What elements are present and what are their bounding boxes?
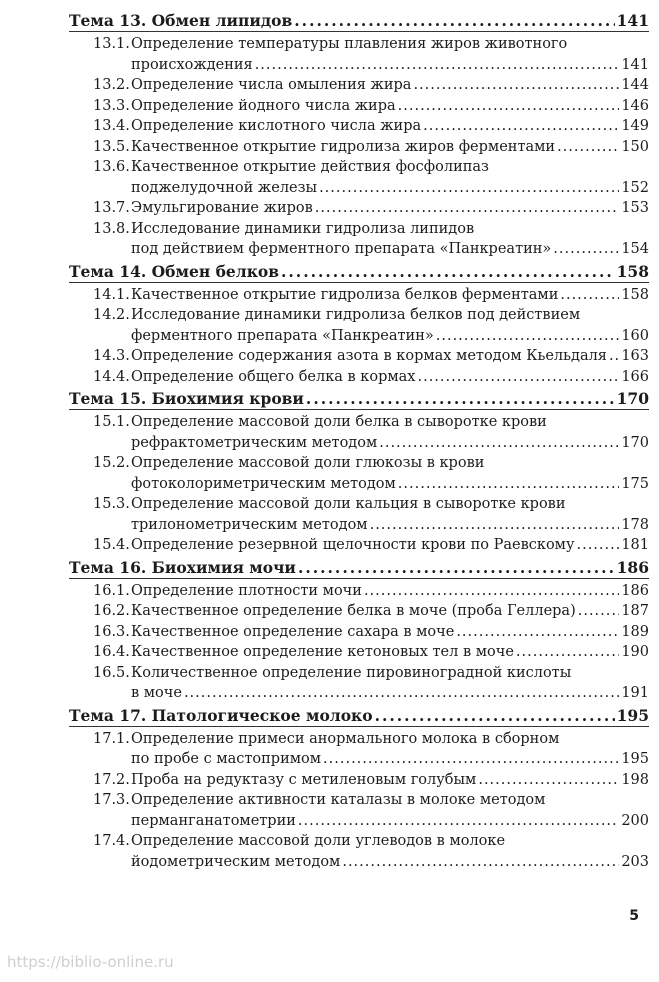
item-title-text: Эмульгирование жиров bbox=[131, 200, 313, 216]
toc-item[interactable] bbox=[93, 75, 649, 96]
toc-item[interactable] bbox=[93, 346, 649, 367]
toc-item[interactable] bbox=[93, 535, 649, 556]
item-number: 14.1. bbox=[93, 286, 130, 303]
leader-dots bbox=[398, 474, 620, 495]
item-page: 154 bbox=[621, 241, 649, 257]
item-title-text: по пробе с мастопримом bbox=[131, 751, 322, 767]
item-title-text: в моче bbox=[131, 685, 182, 701]
item-page: 146 bbox=[621, 97, 649, 114]
topic-page: 141 bbox=[616, 11, 649, 30]
topic-items bbox=[69, 579, 649, 705]
item-last-line bbox=[131, 811, 649, 832]
item-number: 13.5. bbox=[93, 138, 130, 155]
item-number: 16.5. bbox=[93, 664, 130, 681]
item-title-line: Определение массовой доли кальция в сыворотке крови bbox=[131, 496, 566, 512]
item-number: 13.8. bbox=[93, 220, 130, 237]
item-title-text: Определение плотности мочи bbox=[131, 582, 362, 599]
item-page: 144 bbox=[621, 77, 649, 93]
item-number: 14.3. bbox=[93, 348, 130, 364]
leader-dots bbox=[379, 433, 619, 454]
item-body bbox=[131, 453, 649, 494]
topic-heading[interactable] bbox=[69, 261, 649, 282]
leader-dots bbox=[557, 137, 619, 158]
item-page: 181 bbox=[621, 537, 649, 553]
topic-title: Тема 14. Обмен белков bbox=[69, 261, 279, 281]
item-page: 152 bbox=[621, 179, 649, 196]
item-number: 16.3. bbox=[93, 623, 130, 640]
topic-page: 170 bbox=[616, 389, 649, 408]
item-page: 195 bbox=[621, 751, 649, 767]
item-last-line bbox=[131, 367, 649, 388]
leader-dots bbox=[423, 116, 619, 137]
toc-item[interactable] bbox=[93, 412, 649, 453]
item-title-text: Качественное определение белка в моче (проба Геллера) bbox=[131, 603, 576, 619]
leader-dots bbox=[298, 811, 619, 832]
item-last-line bbox=[131, 474, 649, 495]
toc-item[interactable] bbox=[93, 642, 649, 663]
topic-heading[interactable] bbox=[69, 388, 649, 409]
item-page: 203 bbox=[621, 853, 649, 870]
item-page: 191 bbox=[621, 685, 649, 701]
item-body bbox=[131, 157, 649, 198]
item-last-line bbox=[131, 770, 649, 791]
item-title-text: Качественное открытие гидролиза белков ферментами bbox=[131, 286, 559, 303]
leader-dots bbox=[478, 770, 619, 791]
item-page: 186 bbox=[621, 582, 649, 599]
topic-title: Тема 15. Биохимия крови bbox=[69, 389, 304, 408]
item-last-line bbox=[131, 96, 649, 117]
watermark-url: https://biblio-online.ru bbox=[7, 953, 174, 971]
leader-dots bbox=[306, 388, 615, 409]
item-title-text: перманганатометрии bbox=[131, 812, 296, 829]
toc-item[interactable] bbox=[93, 198, 649, 219]
toc-item[interactable] bbox=[93, 601, 649, 622]
item-number: 17.4. bbox=[93, 833, 130, 849]
item-page: 175 bbox=[621, 475, 649, 492]
toc-item[interactable] bbox=[93, 137, 649, 158]
item-page: 149 bbox=[621, 118, 649, 134]
leader-dots bbox=[375, 705, 615, 726]
item-title-text: Качественное открытие гидролиза жиров ферментами bbox=[131, 138, 556, 155]
item-body bbox=[131, 367, 649, 388]
item-last-line bbox=[131, 239, 649, 260]
item-last-line bbox=[131, 346, 649, 367]
item-last-line bbox=[131, 852, 649, 873]
toc-topic bbox=[69, 705, 649, 874]
item-page: 150 bbox=[621, 138, 649, 155]
leader-dots bbox=[281, 261, 615, 282]
item-title-text: происхождения bbox=[131, 56, 253, 73]
topic-title: Тема 17. Патологическое молоко bbox=[69, 705, 373, 725]
toc-item[interactable] bbox=[93, 581, 649, 602]
item-last-line bbox=[131, 285, 649, 306]
item-body bbox=[131, 285, 649, 306]
item-number: 13.3. bbox=[93, 97, 130, 114]
item-body bbox=[131, 729, 649, 770]
item-title-text: йодометрическим методом bbox=[131, 853, 341, 870]
item-body bbox=[131, 663, 649, 704]
item-last-line bbox=[131, 683, 649, 704]
leader-dots bbox=[323, 749, 619, 770]
leader-dots bbox=[413, 75, 619, 96]
item-body bbox=[131, 116, 649, 137]
topic-page: 158 bbox=[616, 261, 649, 281]
item-page: 158 bbox=[621, 286, 649, 303]
leader-dots bbox=[364, 581, 619, 602]
leader-dots bbox=[456, 622, 619, 643]
item-last-line bbox=[131, 433, 649, 454]
item-number: 17.2. bbox=[93, 771, 130, 788]
item-last-line bbox=[131, 601, 649, 622]
item-body bbox=[131, 642, 649, 663]
toc-item[interactable] bbox=[93, 219, 649, 260]
toc-item[interactable] bbox=[93, 831, 649, 872]
item-number: 15.2. bbox=[93, 455, 130, 471]
item-number: 13.6. bbox=[93, 159, 130, 175]
item-last-line bbox=[131, 581, 649, 602]
item-page: 166 bbox=[621, 368, 649, 385]
item-page: 170 bbox=[621, 434, 649, 451]
leader-dots bbox=[417, 367, 619, 388]
item-title-text: ферментного препарата «Панкреатин» bbox=[131, 327, 434, 344]
item-last-line bbox=[131, 622, 649, 643]
item-title-line: Качественное открытие действия фосфолипаз bbox=[131, 159, 489, 175]
item-last-line bbox=[131, 642, 649, 663]
leader-dots bbox=[578, 601, 620, 622]
toc-item[interactable] bbox=[93, 285, 649, 306]
item-page: 189 bbox=[621, 623, 649, 640]
item-title-text: под действием ферментного препарата «Панкреатин» bbox=[131, 241, 552, 257]
toc-item[interactable] bbox=[93, 305, 649, 346]
item-title-line: Определение активности каталазы в молоке методом bbox=[131, 792, 546, 808]
item-title-text: Определение кислотного числа жира bbox=[131, 118, 422, 134]
item-page: 163 bbox=[621, 348, 649, 364]
item-page: 153 bbox=[621, 200, 649, 216]
item-page: 190 bbox=[621, 644, 649, 660]
item-title-text: Определение содержания азота в кормах методом Кьельдаля bbox=[131, 348, 607, 364]
item-body bbox=[131, 622, 649, 643]
topic-heading[interactable] bbox=[69, 10, 649, 31]
item-body bbox=[131, 581, 649, 602]
item-page: 198 bbox=[621, 771, 649, 788]
topic-title: Тема 13. Обмен липидов bbox=[69, 11, 293, 30]
item-last-line bbox=[131, 55, 649, 76]
item-body bbox=[131, 494, 649, 535]
leader-dots bbox=[255, 55, 620, 76]
item-title-line: Определение массовой доли глюкозы в крови bbox=[131, 455, 485, 471]
toc-item[interactable] bbox=[93, 770, 649, 791]
toc-item[interactable] bbox=[93, 34, 649, 75]
item-number: 15.3. bbox=[93, 496, 130, 512]
item-body bbox=[131, 198, 649, 219]
toc-item[interactable] bbox=[93, 494, 649, 535]
topic-items bbox=[69, 32, 649, 261]
leader-dots bbox=[609, 346, 619, 367]
topic-heading[interactable] bbox=[69, 705, 649, 726]
toc-item[interactable] bbox=[93, 790, 649, 831]
item-title-text: фотоколориметрическим методом bbox=[131, 475, 396, 492]
leader-dots bbox=[516, 642, 619, 663]
item-title-text: Определение йодного числа жира bbox=[131, 97, 396, 114]
toc-item[interactable] bbox=[93, 729, 649, 770]
item-page: 200 bbox=[621, 812, 649, 829]
item-number: 13.7. bbox=[93, 200, 130, 216]
item-title-line: Исследование динамики гидролиза липидов bbox=[131, 220, 475, 237]
page-number: 5 bbox=[629, 908, 639, 924]
item-body bbox=[131, 137, 649, 158]
item-last-line bbox=[131, 75, 649, 96]
toc-item[interactable] bbox=[93, 622, 649, 643]
item-last-line bbox=[131, 515, 649, 536]
item-body bbox=[131, 346, 649, 367]
item-title-line: Определение примеси анормального молока в сборном bbox=[131, 730, 560, 747]
item-page: 160 bbox=[621, 327, 649, 344]
toc-item[interactable] bbox=[93, 453, 649, 494]
topic-heading[interactable] bbox=[69, 557, 649, 578]
item-last-line bbox=[131, 326, 649, 347]
leader-dots bbox=[315, 198, 620, 219]
item-last-line bbox=[131, 116, 649, 137]
item-number: 17.1. bbox=[93, 730, 130, 747]
item-title-line: Определение массовой доли углеводов в молоке bbox=[131, 833, 506, 849]
leader-dots bbox=[398, 96, 620, 117]
toc-topic bbox=[69, 10, 649, 261]
item-number: 16.1. bbox=[93, 582, 130, 599]
toc-topic bbox=[69, 261, 649, 389]
item-title-text: Качественное определение кетоновых тел в моче bbox=[131, 644, 514, 660]
item-title-line: Определение массовой доли белка в сыворотке крови bbox=[131, 414, 547, 430]
item-number: 17.3. bbox=[93, 792, 130, 808]
item-page: 178 bbox=[621, 516, 649, 533]
item-number: 16.2. bbox=[93, 603, 130, 619]
toc-item[interactable] bbox=[93, 157, 649, 198]
item-body bbox=[131, 34, 649, 75]
item-last-line bbox=[131, 137, 649, 158]
toc-topic bbox=[69, 557, 649, 705]
item-number: 14.4. bbox=[93, 368, 130, 385]
item-title-text: поджелудочной железы bbox=[131, 179, 318, 196]
item-last-line bbox=[131, 198, 649, 219]
leader-dots bbox=[560, 285, 619, 306]
item-title-text: Проба на редуктазу с метиленовым голубым bbox=[131, 771, 477, 788]
toc-item[interactable] bbox=[93, 367, 649, 388]
item-title-line: Определение температуры плавления жиров животного bbox=[131, 36, 568, 52]
item-number: 16.4. bbox=[93, 644, 130, 660]
item-number: 13.4. bbox=[93, 118, 130, 134]
topic-items bbox=[69, 410, 649, 557]
toc-topic bbox=[69, 388, 649, 557]
item-body bbox=[131, 601, 649, 622]
item-body bbox=[131, 831, 649, 872]
item-body bbox=[131, 790, 649, 831]
topic-page: 195 bbox=[616, 705, 649, 725]
item-body bbox=[131, 305, 649, 346]
item-body bbox=[131, 412, 649, 453]
item-last-line bbox=[131, 178, 649, 199]
leader-dots bbox=[184, 683, 619, 704]
item-title-text: Определение резервной щелочности крови по Раевскому bbox=[131, 537, 575, 553]
item-body bbox=[131, 219, 649, 260]
item-page: 141 bbox=[621, 56, 649, 73]
leader-dots bbox=[342, 852, 619, 873]
leader-dots bbox=[436, 326, 620, 347]
item-title-text: Определение общего белка в кормах bbox=[131, 368, 416, 385]
item-number: 14.2. bbox=[93, 307, 130, 323]
item-page: 187 bbox=[621, 603, 649, 619]
item-title-text: трилонометрическим методом bbox=[131, 516, 368, 533]
item-title-text: рефрактометрическим методом bbox=[131, 434, 378, 451]
item-number: 15.4. bbox=[93, 537, 130, 553]
item-last-line bbox=[131, 535, 649, 556]
toc-item[interactable] bbox=[93, 116, 649, 137]
item-last-line bbox=[131, 749, 649, 770]
item-number: 13.1. bbox=[93, 36, 130, 52]
topic-items bbox=[69, 283, 649, 389]
toc-item[interactable] bbox=[93, 96, 649, 117]
item-title-text: Качественное определение сахара в моче bbox=[131, 623, 455, 640]
table-of-contents bbox=[69, 10, 649, 873]
leader-dots bbox=[298, 557, 615, 578]
item-body bbox=[131, 96, 649, 117]
toc-item[interactable] bbox=[93, 663, 649, 704]
item-title-line: Исследование динамики гидролиза белков под действием bbox=[131, 307, 581, 323]
topic-title: Тема 16. Биохимия мочи bbox=[69, 557, 296, 577]
leader-dots bbox=[553, 239, 619, 260]
leader-dots bbox=[576, 535, 619, 556]
item-body bbox=[131, 75, 649, 96]
leader-dots bbox=[294, 10, 614, 31]
item-number: 15.1. bbox=[93, 414, 130, 430]
item-title-line: Количественное определение пировиноградной кислоты bbox=[131, 664, 572, 681]
item-body bbox=[131, 535, 649, 556]
leader-dots bbox=[319, 178, 619, 199]
item-body bbox=[131, 770, 649, 791]
item-number: 13.2. bbox=[93, 77, 130, 93]
topic-items bbox=[69, 727, 649, 874]
item-title-text: Определение числа омыления жира bbox=[131, 77, 412, 93]
leader-dots bbox=[370, 515, 620, 536]
topic-page: 186 bbox=[616, 557, 649, 577]
